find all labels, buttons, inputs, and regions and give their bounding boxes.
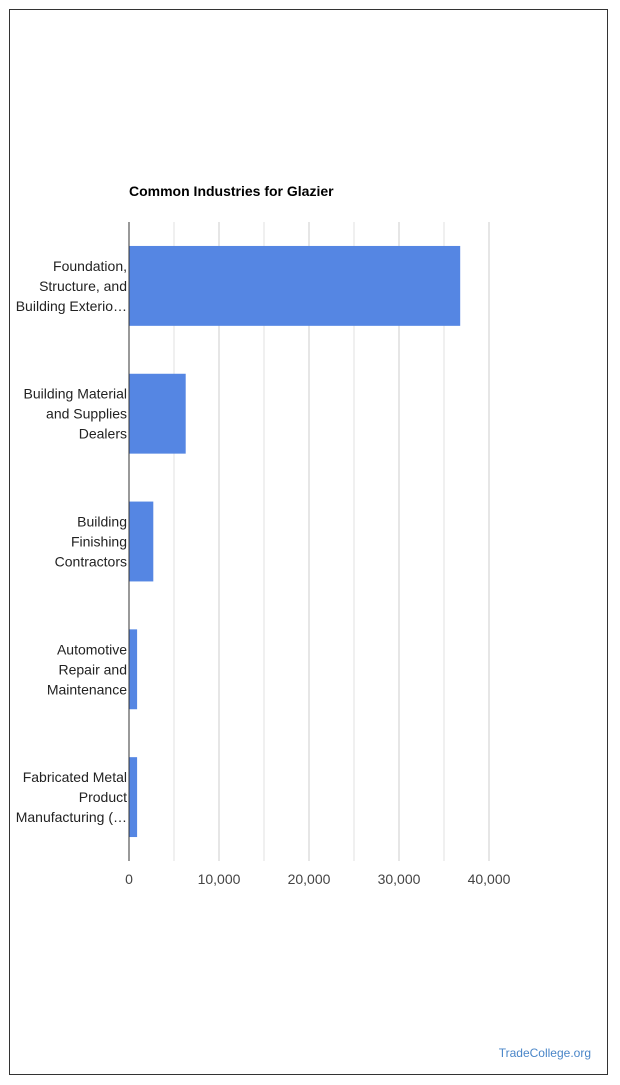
x-tick-label: 20,000 xyxy=(287,871,331,887)
bar[interactable] xyxy=(129,246,460,326)
bar[interactable] xyxy=(129,757,137,837)
bar-chart xyxy=(10,10,607,1074)
x-tick-label: 0 xyxy=(125,871,133,887)
chart-frame xyxy=(9,9,608,1075)
category-label: Automotive Repair and Maintenance xyxy=(46,641,127,698)
watermark[interactable]: TradeCollege.org xyxy=(498,1046,591,1060)
category-label: Building Material and Supplies Dealers xyxy=(23,385,127,442)
chart-title: Common Industries for Glazier xyxy=(129,183,334,199)
bar[interactable] xyxy=(129,374,186,454)
x-tick-label: 30,000 xyxy=(377,871,421,887)
category-label: Fabricated Metal Product Manufacturing (… xyxy=(15,769,127,826)
category-label: Building Finishing Contractors xyxy=(54,513,127,570)
category-label: Foundation, Structure, and Building Exterio… xyxy=(15,257,127,314)
x-tick-label: 10,000 xyxy=(197,871,241,887)
x-tick-label: 40,000 xyxy=(467,871,511,887)
bar[interactable] xyxy=(129,629,137,709)
bar[interactable] xyxy=(129,502,153,582)
